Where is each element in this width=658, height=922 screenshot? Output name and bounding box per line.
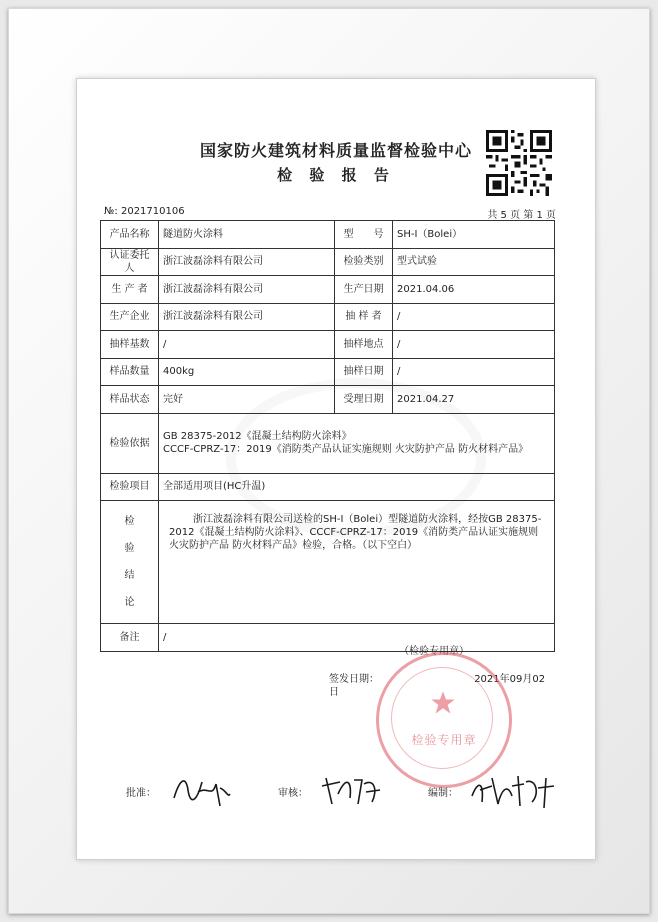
seal-text: 检验专用章 xyxy=(411,733,477,747)
report-number xyxy=(104,206,185,217)
conclusion-label-char: 验 xyxy=(124,543,135,554)
page-count: 共 5 页 第 1 页 xyxy=(487,210,556,221)
table-row xyxy=(101,303,555,331)
sample-state-label: 样品状态 xyxy=(101,386,159,414)
conclusion-label-char: 结 xyxy=(124,570,135,581)
qr-code-icon xyxy=(486,130,552,196)
table-row xyxy=(101,276,555,304)
test-basis-line: GB 28375-2012《混凝土结构防火涂料》 xyxy=(163,431,352,442)
approver-signature xyxy=(168,768,234,812)
producer-label: 生 产 者 xyxy=(101,276,159,304)
report-number-label: №: xyxy=(104,206,118,217)
sampler-value: / xyxy=(393,303,555,331)
report-page xyxy=(76,78,596,860)
acceptance-date-value: 2021.04.27 xyxy=(393,386,555,414)
issue-date-value: 2021年09月02日 xyxy=(329,674,546,698)
conclusion-label-char: 论 xyxy=(124,597,135,608)
compile-label: 编制： xyxy=(428,788,458,799)
model-label: 型 号 xyxy=(335,221,393,249)
sample-quantity-label: 样品数量 xyxy=(101,358,159,386)
table-row xyxy=(101,501,555,624)
test-basis-line: CCCF-CPRZ-17：2019《消防类产品认证实施规则 火灾防护产品 防火材料产品》 xyxy=(163,444,529,455)
product-name-value: 隧道防火涂料 xyxy=(159,221,335,249)
production-date-label: 生产日期 xyxy=(335,276,393,304)
table-row xyxy=(101,473,555,501)
remark-value: / xyxy=(159,624,555,652)
acceptance-date-label: 受理日期 xyxy=(335,386,393,414)
sample-place-value: / xyxy=(393,331,555,359)
manufacturer-value: 浙江波磊涂料有限公司 xyxy=(159,303,335,331)
signature-area xyxy=(76,768,596,828)
report-table xyxy=(100,220,555,698)
test-type-value: 型式试验 xyxy=(393,248,555,276)
issue-date xyxy=(329,673,554,699)
sample-state-value: 完好 xyxy=(159,386,335,414)
manufacturer-label: 生产企业 xyxy=(101,303,159,331)
product-name-label: 产品名称 xyxy=(101,221,159,249)
conclusion-cell xyxy=(159,501,555,698)
sample-base-value: / xyxy=(159,331,335,359)
conclusion-label xyxy=(101,501,159,624)
test-basis-label: 检验依据 xyxy=(101,413,159,473)
test-items-value: 全部适用项目(HC升温) xyxy=(159,473,555,501)
remark-label: 备注 xyxy=(101,624,159,652)
sample-place-label: 抽样地点 xyxy=(335,331,393,359)
model-value: SH-Ⅰ（Bolei） xyxy=(393,221,555,249)
test-type-label: 检验类别 xyxy=(335,248,393,276)
report-title: 检 验 报 告 xyxy=(277,166,395,184)
approve-label: 批准： xyxy=(126,788,156,799)
client-value: 浙江波磊涂料有限公司 xyxy=(159,248,335,276)
sample-date-label: 抽样日期 xyxy=(335,358,393,386)
conclusion-text: 浙江波磊涂料有限公司送检的SH-Ⅰ（Bolei）型隧道防火涂料，经按GB 28375-2012《混凝土结构防火涂料》、CCCF-CPRZ-17：2019《消防类产品认证实施规则 火灾防护产品 防火材料产品》检验，合格。（以下空白） xyxy=(169,514,542,551)
producer-value: 浙江波磊涂料有限公司 xyxy=(159,276,335,304)
table-row xyxy=(101,248,555,276)
sample-quantity-value: 400kg xyxy=(159,358,335,386)
test-items-label: 检验项目 xyxy=(101,473,159,501)
client-label: 认证委托人 xyxy=(101,248,159,276)
test-basis-value xyxy=(159,413,555,473)
review-label: 审核： xyxy=(278,788,308,799)
conclusion-label-char: 检 xyxy=(124,516,135,527)
table-row xyxy=(101,221,555,249)
table-row xyxy=(101,624,555,652)
sample-base-label: 抽样基数 xyxy=(101,331,159,359)
table-row xyxy=(101,358,555,386)
picture-frame xyxy=(8,8,650,914)
seal-note: （检验专用章） xyxy=(399,646,469,657)
table-row xyxy=(101,386,555,414)
sample-date-value: / xyxy=(393,358,555,386)
institute-title: 国家防火建筑材料质量监督检验中心 xyxy=(199,141,472,160)
table-row xyxy=(101,413,555,473)
issue-date-label: 签发日期： xyxy=(329,674,379,685)
reviewer-signature xyxy=(318,768,384,812)
table-row xyxy=(101,331,555,359)
production-date-value: 2021.04.06 xyxy=(393,276,555,304)
report-number-value: 2021710106 xyxy=(120,206,185,217)
sampler-label: 抽 样 者 xyxy=(335,303,393,331)
compiler-signature xyxy=(468,768,560,812)
